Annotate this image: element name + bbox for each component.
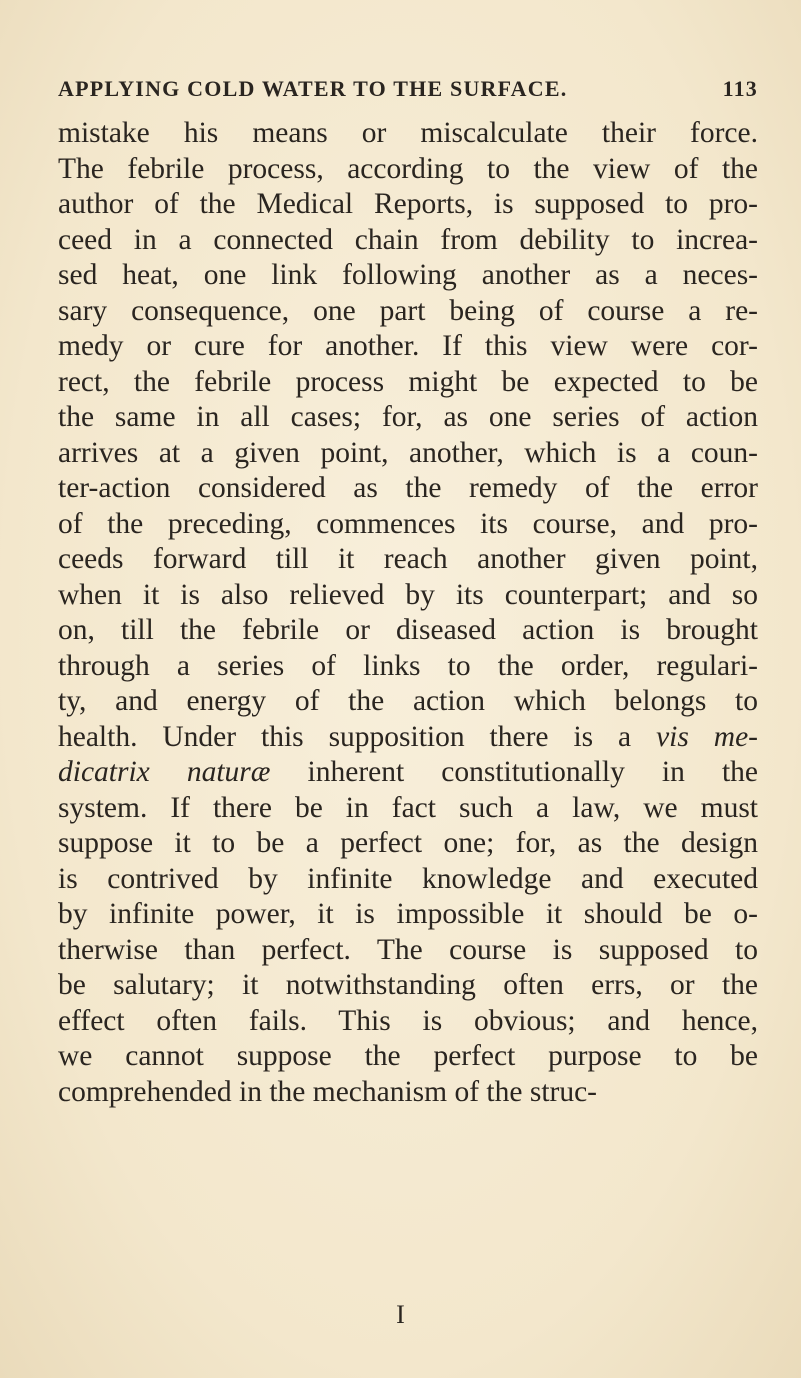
body-text (58, 116, 758, 1110)
text-line (58, 720, 758, 756)
text-line: effect often fails. This is obvious; and hence, (58, 1004, 758, 1037)
text-line: suppose it to be a perfect one; for, as the design (58, 827, 758, 859)
text-line: comprehended in the mechanism of the struc- (58, 1075, 598, 1108)
text-line: sary consequence, one part being of course a re- (58, 294, 758, 327)
text-line: be salutary; it notwithstanding often errs, or the (58, 969, 758, 1001)
text-line: The febrile process, according to the view of the (58, 152, 758, 185)
italic-phrase: dicatrix naturæ (58, 756, 271, 788)
text-line: medy or cure for another. If this view were cor- (58, 330, 758, 362)
text-line: through a series of links to the order, regulari- (58, 649, 758, 682)
text-line: author of the Medical Reports, is supposed to pro- (58, 188, 758, 220)
text-line: rect, the febrile process might be expected to be (58, 365, 758, 398)
text-line: the same in all cases; for, as one series of action (58, 401, 758, 433)
text-line: ty, and energy of the action which belongs to (58, 685, 758, 717)
text-line: mistake his means or miscalculate their force. (58, 117, 758, 149)
text-segment: health. Under this supposition there is a (58, 720, 657, 753)
text-line: of the preceding, commences its course, and pro- (58, 507, 758, 540)
text-line (58, 755, 758, 791)
text-line: when it is also relieved by its counterpart; and so (58, 578, 758, 611)
running-head (58, 76, 758, 102)
text-line: on, till the febrile or diseased action is brought (58, 614, 758, 646)
text-line: ter-action considered as the remedy of the error (58, 472, 758, 504)
text-line: we cannot suppose the perfect purpose to be (58, 1040, 758, 1072)
text-line: ceeds forward till it reach another given point, (58, 543, 758, 575)
signature-mark: I (396, 1300, 405, 1329)
text-line: system. If there be in fact such a law, we must (58, 791, 758, 824)
text-line: is contrived by infinite knowledge and executed (58, 862, 758, 895)
page-number: 113 (722, 76, 758, 101)
text-line: therwise than perfect. The course is supposed to (58, 933, 758, 966)
text-line: sed heat, one link following another as a neces- (58, 259, 758, 291)
text-segment: inherent constitutionally in the (270, 756, 758, 788)
text-line: by infinite power, it is impossible it should be o- (58, 898, 758, 930)
text-line: ceed in a connected chain from debility to increa- (58, 223, 758, 256)
running-head-title: APPLYING COLD WATER TO THE SURFACE. (58, 76, 568, 101)
italic-phrase: vis me- (656, 720, 758, 753)
text-line: arrives at a given point, another, which is a coun- (58, 436, 758, 469)
